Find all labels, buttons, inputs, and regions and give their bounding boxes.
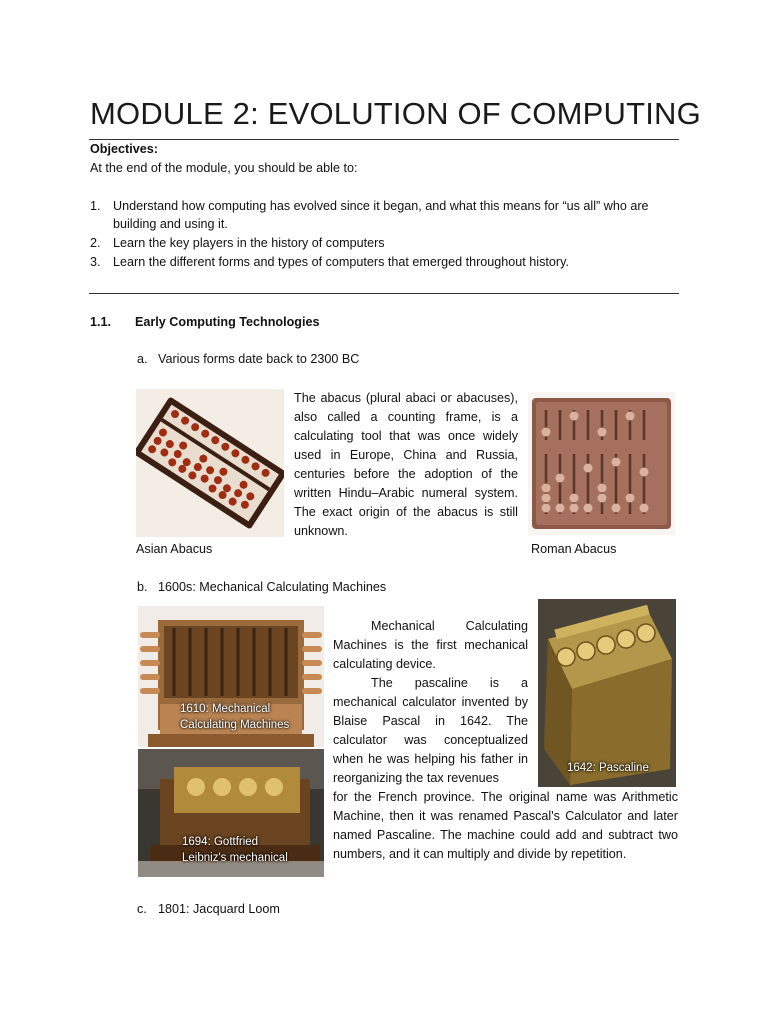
subsection-c-label: c.: [137, 902, 147, 916]
objective-number: 1.: [90, 199, 101, 213]
objective-number: 3.: [90, 255, 101, 269]
mechanical-paragraph-1-text: Mechanical Calculating Machines is the first mechanical calculating device.: [333, 619, 528, 671]
asian-abacus-image: [136, 389, 284, 537]
abacus-paragraph: The abacus (plural abaci or abacuses), also called a counting frame, is a calculating tool that was once widely used in Europe, China and Russia, centuries before the adoption of the written Hindu–Arabic numeral system. The exact origin of the abacus is still unknown.: [294, 391, 518, 538]
section-divider: [89, 293, 679, 294]
subsection-c-title: 1801: Jacquard Loom: [158, 902, 280, 916]
objective-item: [90, 197, 690, 233]
objectives-heading: Objectives:: [90, 142, 158, 156]
pascaline-caption: 1642: Pascaline: [567, 762, 649, 774]
subsection-b-label: b.: [137, 580, 148, 594]
subsection-a-title: Various forms date back to 2300 BC: [158, 352, 360, 366]
roman-abacus-caption: Roman Abacus: [531, 542, 617, 556]
title-divider: [89, 139, 679, 140]
page-title: MODULE 2: EVOLUTION OF COMPUTING: [90, 96, 701, 131]
asian-abacus-caption: Asian Abacus: [136, 542, 213, 556]
objective-text: Learn the different forms and types of computers that emerged throughout history.: [113, 255, 569, 269]
pascaline-image: [538, 599, 676, 787]
subsection-b-title: 1600s: Mechanical Calculating Machines: [158, 580, 387, 594]
roman-abacus-image: [528, 392, 675, 535]
leibniz-machine-caption-line1: 1694: Gottfried: [182, 836, 259, 848]
leibniz-machine-caption-line2: Leibniz's mechanical: [182, 852, 288, 864]
objective-text: Learn the key players in the history of computers: [113, 236, 385, 250]
mechanical-paragraph-1: [333, 617, 528, 788]
objectives-list: [90, 197, 690, 271]
subsection-a-label: a.: [137, 352, 148, 366]
pascaline-paragraph-narrow: The pascaline is a mechanical calculator invented by Blaise Pascal in 1642. The calculator was conceptualized when he was helping his father in reorganizing the tax revenues: [333, 676, 528, 785]
section-title: Early Computing Technologies: [135, 315, 320, 329]
mechanical-calculator-caption-line2: Calculating Machines: [180, 719, 290, 731]
mechanical-calculator-caption-line1: 1610: Mechanical: [180, 703, 271, 715]
pascaline-paragraph-wide: for the French province. The original name was Arithmetic Machine, then it was renamed Pascal's Calculator and later named Pascaline. The machine could add and subtract two numbers, and it can multiply and divide by repetition.: [333, 790, 678, 861]
objectives-intro: At the end of the module, you should be able to:: [90, 161, 358, 175]
objective-number: 2.: [90, 236, 101, 250]
section-number: 1.1.: [90, 315, 112, 329]
objective-text: Understand how computing has evolved since it began, and what this means for “us all” who are building and using it.: [113, 199, 649, 231]
objective-item: [90, 234, 690, 252]
objective-item: [90, 253, 690, 271]
